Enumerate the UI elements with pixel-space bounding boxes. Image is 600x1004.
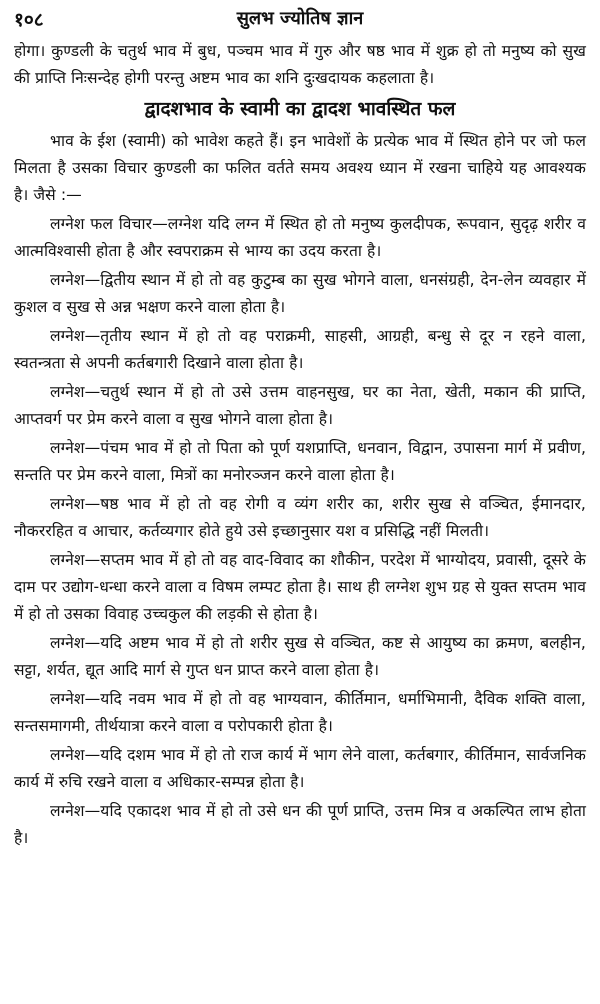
paragraph: लग्नेश—यदि अष्टम भाव में हो तो शरीर सुख से वञ्चित, कष्ट से आयुष्य का क्रमण, बलहीन, सट्टा, शर्यत, द्यूत आदि मार्ग से गुप्त धन प्राप्त करने वाला होता है। bbox=[14, 634, 586, 679]
paragraph: लग्नेश—सप्तम भाव में हो तो वह वाद-विवाद का शौकीन, परदेश में भाग्योदय, प्रवासी, दूसरे के दाम पर उद्योग-धन्धा करने वाला व विषम लम्पट होता है। साथ ही लग्नेश शुभ ग्रह से युक्त सप्तम भाव में हो तो उसका विवाह उच्चकुल की लड़की से होता है। bbox=[14, 551, 586, 623]
paragraph: लग्नेश—यदि दशम भाव में हो तो राज कार्य में भाग लेने वाला, कर्तबगार, कीर्तिमान, सार्वजनिक कार्य में रुचि रखने वाला व अधिकार-सम्पन्न होता है। bbox=[14, 746, 586, 791]
paragraph: लग्नेश—चतुर्थ स्थान में हो तो उसे उत्तम वाहनसुख, घर का नेता, खेती, मकान की प्राप्ति, आप्तवर्ग पर प्रेम करने वाला व सुख भोगने वाला होता है। bbox=[14, 383, 586, 428]
paragraph: भाव के ईश (स्वामी) को भावेश कहते हैं। इन भावेशों के प्रत्येक भाव में स्थित होने पर जो फल मिलता है उसका विचार कुण्डली का फलित वर्तते समय अवश्य ध्यान में रखना चाहिये यह आवश्यक है। जैसे :— bbox=[14, 132, 586, 204]
paragraph: लग्नेश—द्वितीय स्थान में हो तो वह कुटुम्ब का सुख भोगने वाला, धनसंग्रही, देन-लेन व्यवहार में कुशल व सुख से अन्न भक्षण करने वाला होता है। bbox=[14, 271, 586, 316]
section-heading: द्वादशभाव के स्वामी का द्वादश भावस्थित फल bbox=[144, 98, 456, 120]
paragraph: लग्नेश फल विचार—लग्नेश यदि लग्न में स्थित हो तो मनुष्य कुलदीपक, रूपवान, सुदृढ़ शरीर व आत्मविश्वासी होता है और स्वपराक्रम से भाग्य का उदय करता है। bbox=[14, 215, 586, 260]
paragraph: लग्नेश—तृतीय स्थान में हो तो वह पराक्रमी, साहसी, आग्रही, बन्धु से दूर न रहने वाला, स्वतन्त्रता से अपनी कर्तबगारी दिखाने वाला होता है। bbox=[14, 327, 586, 372]
paragraph: लग्नेश—यदि एकादश भाव में हो तो उसे धन की पूर्ण प्राप्ति, उत्तम मित्र व अकल्पित लाभ होता है। bbox=[14, 802, 586, 847]
paragraph: लग्नेश—यदि नवम भाव में हो तो वह भाग्यवान, कीर्तिमान, धर्माभिमानी, दैविक शक्ति वाला, सन्तसमागमी, तीर्थयात्रा करने वाला व परोपकारी होता है। bbox=[14, 690, 586, 735]
intro-paragraph: होगा। कुण्डली के चतुर्थ भाव में बुध, पञ्चम भाव में गुरु और षष्ठ भाव में शुक्र हो तो मनुष्य को सुख की प्राप्ति निःसन्देह होगी परन्तु अष्टम भाव का शनि दुःखदायक कहलाता है। bbox=[14, 42, 586, 87]
page-header bbox=[14, 6, 586, 32]
running-title: सुलभ ज्योतिष ज्ञान bbox=[236, 8, 364, 29]
paragraph: लग्नेश—पंचम भाव में हो तो पिता को पूर्ण यशप्राप्ति, धनवान, विद्वान, उपासना मार्ग में प्रवीण, सन्तति पर प्रेम करने वाला, मित्रों का मनोरञ्जन करने वाला होता है। bbox=[14, 439, 586, 484]
paragraph: लग्नेश—षष्ठ भाव में हो तो वह रोगी व व्यंग शरीर का, शरीर सुख से वञ्चित, ईमानदार, नौकररहित व आचार, कर्तव्यगार होते हुये उसे इच्छानुसार यश व प्रसिद्धि नहीं मिलती। bbox=[14, 495, 586, 540]
page-number: १०८ bbox=[14, 9, 44, 31]
